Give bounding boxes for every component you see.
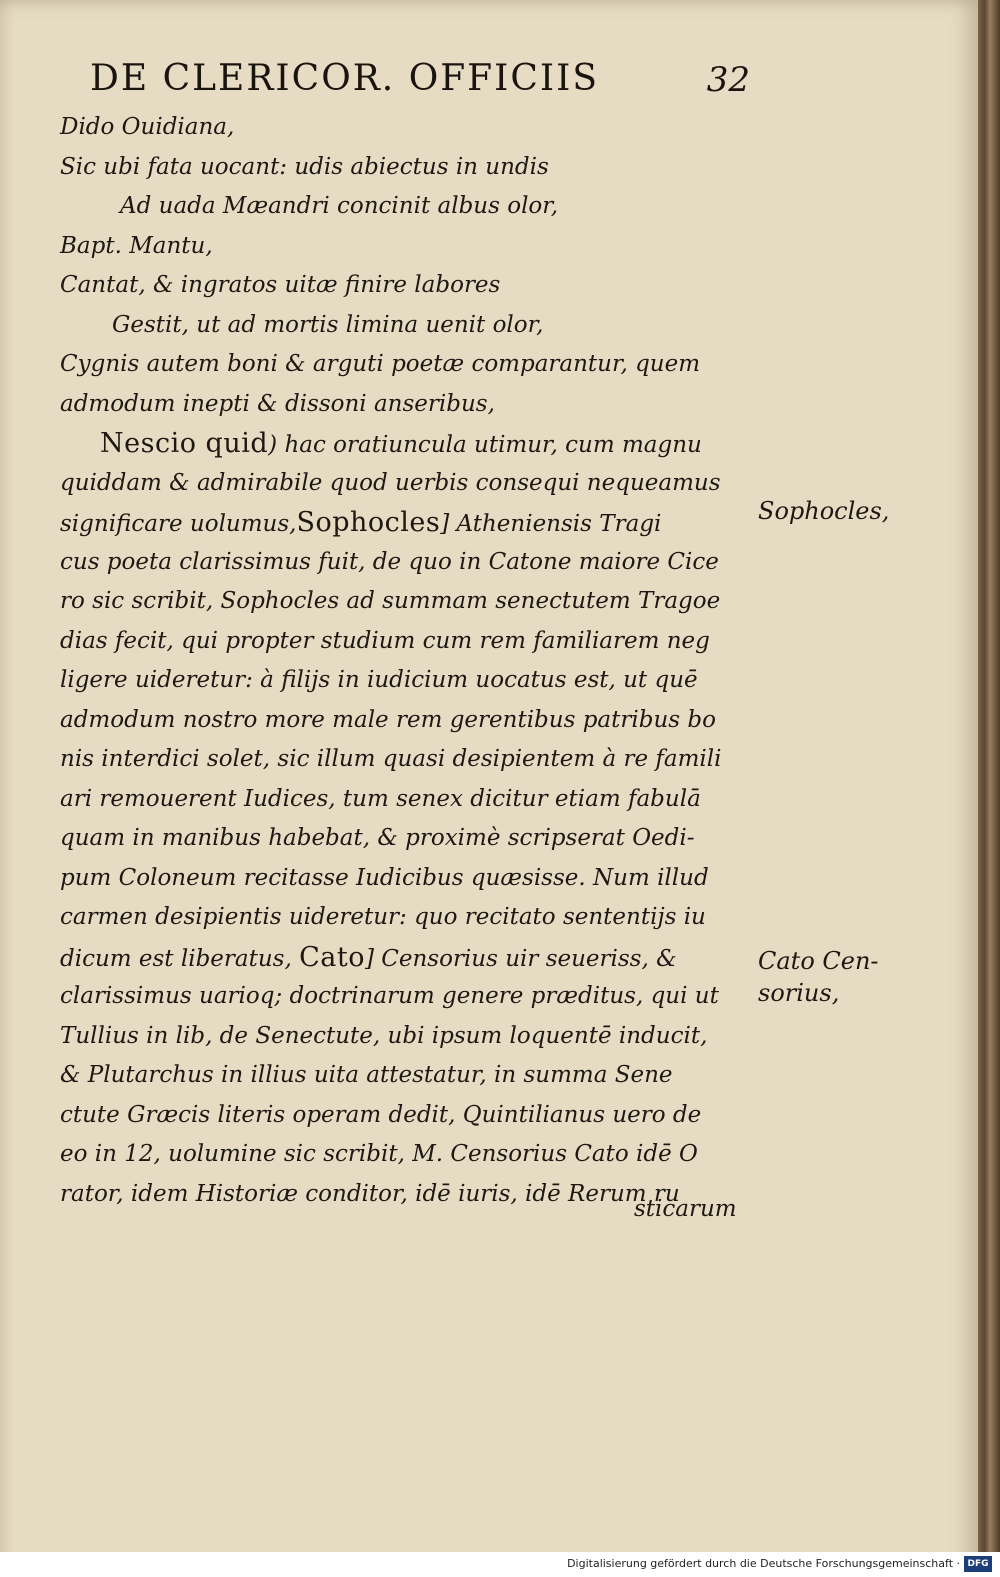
text-line: Cantat, & ingratos uitæ finire labores <box>60 272 501 298</box>
main-text-block <box>60 108 756 1214</box>
book-edge <box>978 0 1000 1577</box>
margin-note-text: Sophocles, <box>758 497 890 525</box>
text-line: ligere uideretur: à filijs in iudicium uocatus est, ut quē <box>60 667 698 693</box>
text-line: quiddam & admirabile quod uerbis consequi nequeamus <box>60 469 721 496</box>
text-line: Cygnis autem boni & arguti poetæ comparantur, quem <box>60 351 701 377</box>
text-line: ro sic scribit, Sophocles ad summam senectutem Tragoe <box>60 588 721 614</box>
text-line: Ad uada Mæandri concinit albus olor, <box>120 193 559 219</box>
text-line: admodum inepti & dissoni anseribus, <box>60 390 495 417</box>
text-segment: significare uolumus, <box>60 511 297 537</box>
text-line: dias fecit, qui propter studium cum rem familiarem neg <box>60 627 710 654</box>
dfg-logo-icon: DFG <box>964 1556 992 1572</box>
text-line: pum Coloneum recitasse Iudicibus quæsisse. Num illud <box>60 864 709 891</box>
text-line <box>60 938 756 978</box>
text-line: ctute Græcis literis operam dedit, Quintilianus uero de <box>60 1101 702 1128</box>
margin-note-text: sorius, <box>758 979 840 1007</box>
text-line <box>60 503 756 543</box>
text-line: Dido Ouidiana, <box>60 114 235 140</box>
text-line: carmen desipientis uideretur: quo recitato sententijs iu <box>60 904 706 930</box>
margin-note-cato <box>758 945 879 1009</box>
margin-note-sophocles <box>758 495 889 527</box>
margin-note-text: Cato Cen- <box>758 947 879 975</box>
lemma-sophocles: Sophocles <box>296 507 441 538</box>
running-head: DE CLERICOR. OFFICIIS <box>90 58 600 99</box>
text-segment: dicum est liberatus, <box>60 945 292 972</box>
lemma-nescio-quid: Nescio quid <box>100 428 269 459</box>
text-line: & Plutarchus in illius uita attestatur, in summa Sene <box>60 1062 673 1088</box>
page-number: 32 <box>706 60 750 100</box>
text-line: Tullius in lib, de Senectute, ubi ipsum loquentē inducit, <box>60 1022 708 1049</box>
text-line: Gestit, ut ad mortis limina uenit olor, <box>112 311 544 338</box>
text-line: quam in manibus habebat, & proximè scripserat Oedi- <box>60 825 695 851</box>
page-header <box>90 58 750 104</box>
text-line: Sic ubi fata uocant: udis abiectus in undis <box>60 153 549 180</box>
text-segment: ) hac oratiuncula utimur, cum magnu <box>268 432 702 458</box>
text-line: cus poeta clarissimus fuit, de quo in Catone maiore Cice <box>60 548 719 575</box>
text-line: nis interdici solet, sic illum quasi desipientem à re famili <box>60 746 722 772</box>
text-line: rator, idem Historiæ conditor, idē iuris, idē Rerum ru <box>60 1180 680 1207</box>
text-line: clarissimus uarioq; doctrinarum genere præditus, qui ut <box>60 983 719 1009</box>
text-line: Bapt. Mantu, <box>60 232 213 259</box>
footer-credit: Digitalisierung gefördert durch die Deutsche Forschungsgemeinschaft · <box>567 1557 960 1570</box>
text-segment: ] Censorius uir seueriss, & <box>364 945 677 972</box>
text-line: ari remouerent Iudices, tum senex dicitur etiam fabulā <box>60 785 701 812</box>
text-line: eo in 12, uolumine sic scribit, M. Censorius Cato idē O <box>60 1141 698 1167</box>
lemma-cato: Cato <box>299 941 365 973</box>
text-line <box>60 424 756 464</box>
footer-bar <box>0 1552 1000 1577</box>
text-line: admodum nostro more male rem gerentibus patribus bo <box>60 706 716 733</box>
catchword: sticarum <box>634 1196 737 1222</box>
text-segment: ] Atheniensis Tragi <box>440 511 662 537</box>
